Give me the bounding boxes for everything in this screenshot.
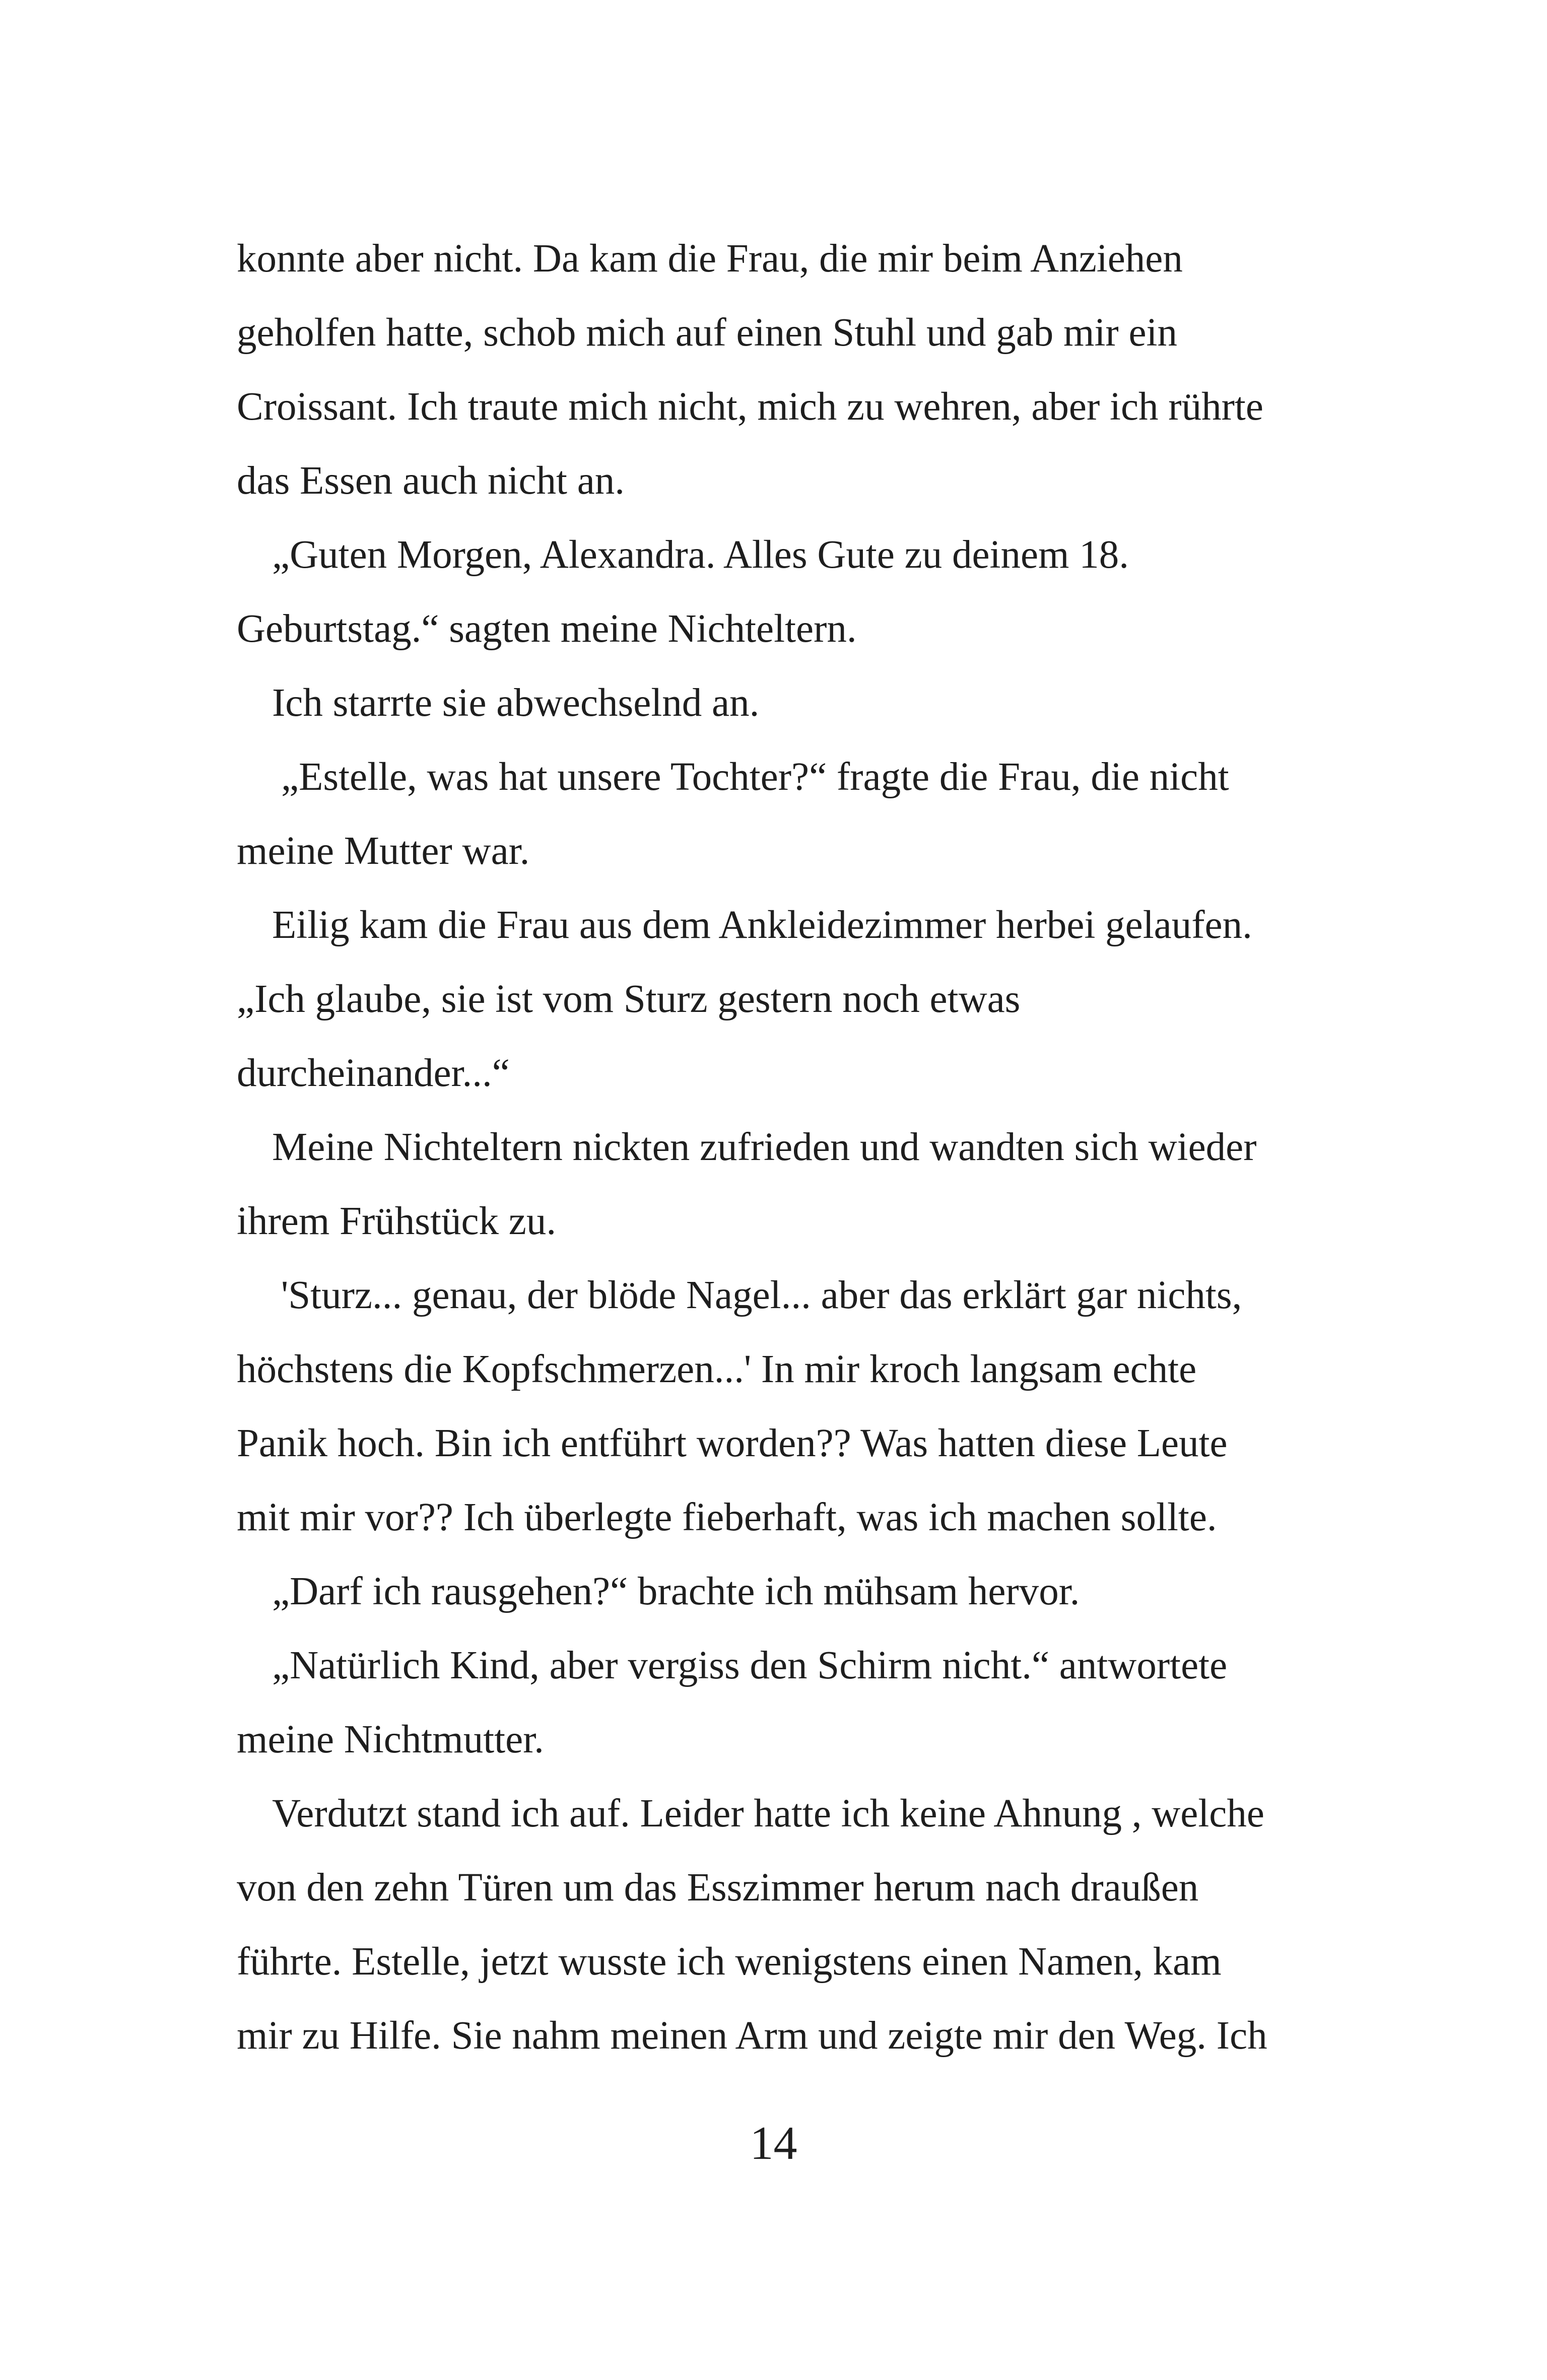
text-line: von den zehn Türen um das Esszimmer herum nach draußen xyxy=(237,1866,1199,1910)
text-line: Panik hoch. Bin ich entführt worden?? Was hatten diese Leute xyxy=(237,1421,1228,1465)
body-text xyxy=(237,222,1345,2073)
text-line: meine Mutter war. xyxy=(237,829,530,873)
text-line: durcheinander...“ xyxy=(237,1051,510,1095)
text-line: konnte aber nicht. Da kam die Frau, die mir beim Anziehen xyxy=(237,237,1183,281)
text-line: mir zu Hilfe. Sie nahm meinen Arm und zeigte mir den Weg. Ich xyxy=(237,2014,1267,2058)
text-line: Eilig kam die Frau aus dem Ankleidezimmer herbei gelaufen. xyxy=(272,903,1252,947)
page-number: 14 xyxy=(750,2117,797,2169)
text-line: ihrem Frühstück zu. xyxy=(237,1199,557,1243)
text-line: „Guten Morgen, Alexandra. Alles Gute zu deinem 18. xyxy=(272,533,1129,577)
text-line: Croissant. Ich traute mich nicht, mich zu wehren, aber ich rührte xyxy=(237,385,1263,429)
text-line: „Darf ich rausgehen?“ brachte ich mühsam hervor. xyxy=(272,1570,1080,1613)
text-line: führte. Estelle, jetzt wusste ich wenigstens einen Namen, kam xyxy=(237,1940,1222,1984)
text-line: meine Nichtmutter. xyxy=(237,1718,544,1761)
text-line: mit mir vor?? Ich überlegte fieberhaft, was ich machen sollte. xyxy=(237,1495,1217,1539)
text-line: Ich starrte sie abwechselnd an. xyxy=(272,681,760,725)
text-line: geholfen hatte, schob mich auf einen Stuhl und gab mir ein xyxy=(237,311,1177,355)
text-line: Geburtstag.“ sagten meine Nichteltern. xyxy=(237,607,857,651)
text-line: „Ich glaube, sie ist vom Sturz gestern noch etwas xyxy=(237,977,1021,1021)
text-line: das Essen auch nicht an. xyxy=(237,459,625,503)
text-line: „Natürlich Kind, aber vergiss den Schirm nicht.“ antwortete xyxy=(272,1644,1228,1687)
text-line: höchstens die Kopfschmerzen...' In mir kroch langsam echte xyxy=(237,1347,1197,1391)
text-line: 'Sturz... genau, der blöde Nagel... aber das erklärt gar nichts, xyxy=(281,1273,1242,1317)
text-line: „Estelle, was hat unsere Tochter?“ fragte die Frau, die nicht xyxy=(281,755,1229,799)
text-line: Verdutzt stand ich auf. Leider hatte ich keine Ahnung , welche xyxy=(272,1792,1264,1835)
text-line: Meine Nichteltern nickten zufrieden und wandten sich wieder xyxy=(272,1125,1257,1169)
